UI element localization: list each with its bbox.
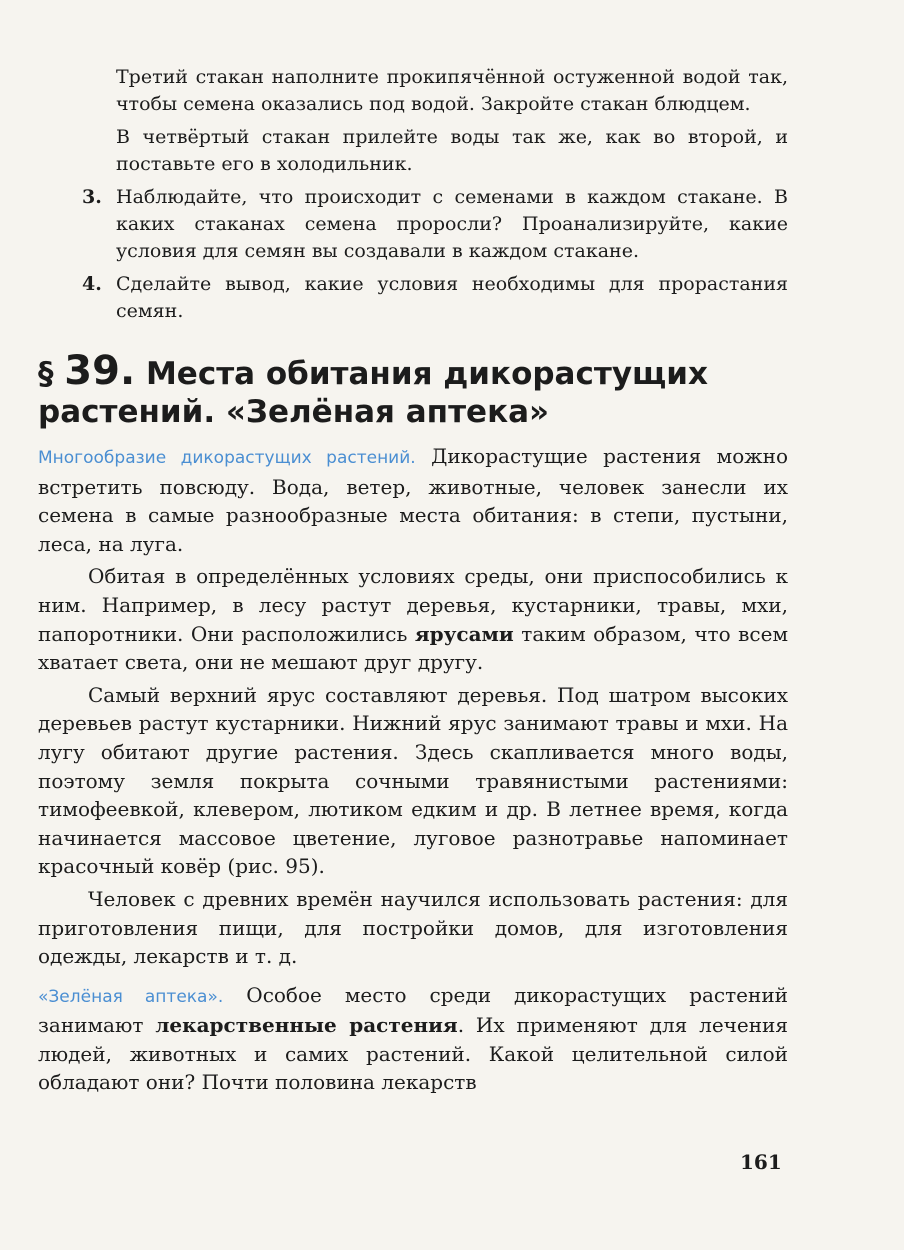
section-heading <box>38 348 798 431</box>
paragraph-adaptation <box>38 562 788 676</box>
paragraph-text: Дикорастущие растения можно встретить повсюду. Вода, ветер, животные, человек занесли их семена в самые разнообразные места обитания: в степи, пустыни, леса, на луга. <box>38 444 789 556</box>
page-number: 161 <box>740 1150 782 1174</box>
exercise-step-4 <box>82 271 788 325</box>
term-tiers: ярусами <box>414 621 514 646</box>
paragraph-text: Обитая в определённых условиях среды, они приспособились к ним. Например, в лесу растут деревья, кустарники, травы, мхи, папоротники. Они расположились <box>38 564 788 646</box>
paragraph-human-use: Человек с древних времён научился использовать растения: для приготовления пищи, для постройки домов, для изготовления одежды, лекарств и т. д. <box>38 886 788 969</box>
paragraph-text: . Их применяют для лечения людей, животных и самих растений. Какой целительной силой обладают они? Почти половина лекарств <box>38 1013 788 1095</box>
exercise-step-2-cont-a: Третий стакан наполните прокипячённой остуженной водой так, чтобы семена оказались под водой. Закройте стакан блюдцем. <box>116 66 788 115</box>
paragraph-tiers: Самый верхний ярус составляют деревья. Под шатром высоких деревьев растут кустарники. Нижний ярус занимают травы и мхи. На лугу обитают другие растения. Здесь скапливается много воды, поэтому земля покрыта сочными травянистыми растениями: тимофеевкой, клевером, лютиком едким и др. В летнее время, когда начинается массовое цветение, луговое разнотравье напоминает красочный ковёр (рис. 95). <box>38 682 788 879</box>
step-number: 4. <box>82 273 102 295</box>
side-heading-diversity: Многообразие дикорастущих растений. <box>38 448 416 468</box>
side-heading-green-pharmacy: «Зелёная аптека». <box>38 986 224 1007</box>
step-text: Сделайте вывод, какие условия необходимы для прорастания семян. <box>116 273 788 322</box>
paragraph-text: таким образом, что всем хватает света, они не мешают друг другу. <box>38 621 789 675</box>
term-medicinal-plants: лекарственные растения <box>155 1013 458 1038</box>
section-body <box>38 442 788 1097</box>
step-text: Наблюдайте, что происходит с семенами в каждом стакане. В каких стаканах семена проросли? Проанализируйте, какие условия для семян вы создавали в каждом стакане. <box>116 186 788 262</box>
paragraph-diversity <box>38 442 788 558</box>
exercise-step-3 <box>82 184 788 265</box>
exercise-step-2-cont-b: В четвёртый стакан прилейте воды так же, как во второй, и поставьте его в холодильник. <box>116 126 788 175</box>
paragraph-text: Особое место среди дикорастущих растений занимают <box>38 982 789 1038</box>
exercise-steps <box>82 64 788 325</box>
section-title: Места обитания дикорастущих растений. «Зелёная аптека» <box>38 356 709 430</box>
step-number: 3. <box>82 186 102 208</box>
section-symbol: § <box>38 356 54 392</box>
paragraph-green-pharmacy <box>38 981 788 1097</box>
section-number: 39. <box>64 348 136 394</box>
